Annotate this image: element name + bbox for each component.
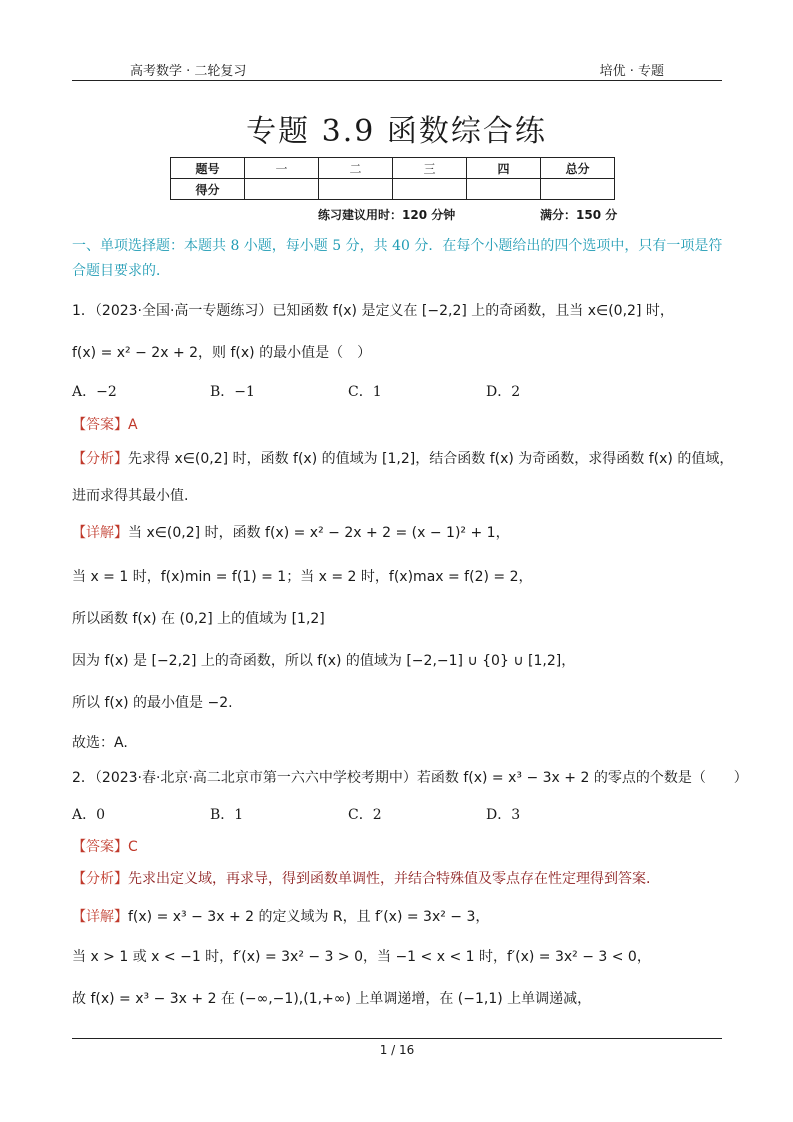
q1-choose: 故选：A. xyxy=(72,735,128,751)
table-cell: 总分 xyxy=(541,158,615,179)
table-cell: 一 xyxy=(245,158,319,179)
page-header xyxy=(72,58,722,81)
q2-analysis xyxy=(72,868,650,888)
suggested-time: 练习建议用时：120 分钟 xyxy=(318,208,456,222)
table-cell: 题号 xyxy=(171,158,245,179)
q2-option-c: C．2 xyxy=(348,807,382,823)
full-score: 满分：150 分 xyxy=(540,208,618,222)
analysis-tag: 【分析】 xyxy=(72,451,128,467)
analysis-text: 先求出定义域，再求导，得到函数单调性，并结合特殊值及零点存在性定理得到答案. xyxy=(128,871,651,887)
detail-text: 当 x∈(0,2] 时，函数 f(x) = x² − 2x + 2 = (x − 1)² + 1， xyxy=(128,525,510,541)
q2-option-d: D．3 xyxy=(486,807,521,823)
page-number: 1 / 16 xyxy=(379,1043,415,1057)
table-cell xyxy=(467,179,541,200)
answer-tag: 【答案】 xyxy=(72,417,128,433)
q1-analysis-line1 xyxy=(72,448,733,468)
analysis-text: 先求得 x∈(0,2] 时，函数 f(x) 的值域为 [1,2]，结合函数 f(x) 为奇函数，求得函数 f(x) 的值域， xyxy=(128,451,734,467)
q1-detail-line2: 当 x = 1 时，f(x)min = f(1) = 1；当 x = 2 时，f(x)max = f(2) = 2， xyxy=(72,569,533,585)
detail-text: f(x) = x³ − 3x + 2 的定义域为 R，且 f′(x) = 3x² − 3， xyxy=(128,909,490,925)
q1-option-c: C．1 xyxy=(348,384,382,400)
q2-option-b: B．1 xyxy=(210,807,244,823)
table-row xyxy=(171,179,615,200)
q1-option-b: B．−1 xyxy=(210,384,255,400)
q2-detail-line3: 故 f(x) = x³ − 3x + 2 在 (−∞,−1),(1,+∞) 上单调递增，在 (−1,1) 上单调递减， xyxy=(72,991,592,1007)
table-cell xyxy=(319,179,393,200)
q1-detail-line5: 所以 f(x) 的最小值是 −2. xyxy=(72,695,233,711)
page-title: 专题 3.9 函数综合练 xyxy=(246,114,547,149)
q1-detail-line3: 所以函数 f(x) 在 (0,2] 上的值域为 [1,2] xyxy=(72,611,325,627)
answer-value: C xyxy=(128,839,138,855)
page-footer xyxy=(72,1038,722,1057)
table-cell xyxy=(541,179,615,200)
q1-stem-line2: f(x) = x² − 2x + 2，则 f(x) 的最小值是（ ） xyxy=(72,345,372,361)
table-cell: 二 xyxy=(319,158,393,179)
q2-stem: 2．（2023·春·北京·高二北京市第一六六中学校考期中）若函数 f(x) = x³ − 3x + 2 的零点的个数是（ ） xyxy=(72,770,748,786)
score-table xyxy=(170,157,615,200)
q2-answer xyxy=(72,836,138,856)
answer-tag: 【答案】 xyxy=(72,839,128,855)
detail-tag: 【详解】 xyxy=(72,909,128,925)
q2-detail-line2: 当 x > 1 或 x < −1 时，f′(x) = 3x² − 3 > 0，当 −1 < x < 1 时，f′(x) = 3x² − 3 < 0， xyxy=(72,949,651,965)
q1-answer xyxy=(72,414,138,434)
table-cell: 四 xyxy=(467,158,541,179)
q2-option-a: A．0 xyxy=(72,807,106,823)
detail-tag: 【详解】 xyxy=(72,525,128,541)
q1-stem-line1: 1．（2023·全国·高一专题练习）已知函数 f(x) 是定义在 [−2,2] 上的奇函数，且当 x∈(0,2] 时， xyxy=(72,303,674,319)
analysis-tag: 【分析】 xyxy=(72,871,128,887)
answer-value: A xyxy=(128,417,138,433)
section-heading: 一、单项选择题：本题共 8 小题，每小题 5 分，共 40 分．在每个小题给出的四个选项中，只有一项是符合题目要求的． xyxy=(72,238,723,279)
q1-analysis-line2: 进而求得其最小值. xyxy=(72,488,189,504)
table-cell: 得分 xyxy=(171,179,245,200)
q1-option-a: A．−2 xyxy=(72,384,117,400)
q1-detail-line1 xyxy=(72,522,510,542)
table-cell xyxy=(393,179,467,200)
table-row xyxy=(171,158,615,179)
header-left: 高考数学 · 二轮复习 xyxy=(130,64,247,79)
q1-detail-line4: 因为 f(x) 是 [−2,2] 上的奇函数，所以 f(x) 的值域为 [−2,−1] ∪ {0} ∪ [1,2]， xyxy=(72,653,576,669)
table-cell: 三 xyxy=(393,158,467,179)
table-cell xyxy=(245,179,319,200)
header-right: 培优 · 专题 xyxy=(599,64,664,79)
q2-detail-line1 xyxy=(72,906,489,926)
q1-option-d: D．2 xyxy=(486,384,521,400)
